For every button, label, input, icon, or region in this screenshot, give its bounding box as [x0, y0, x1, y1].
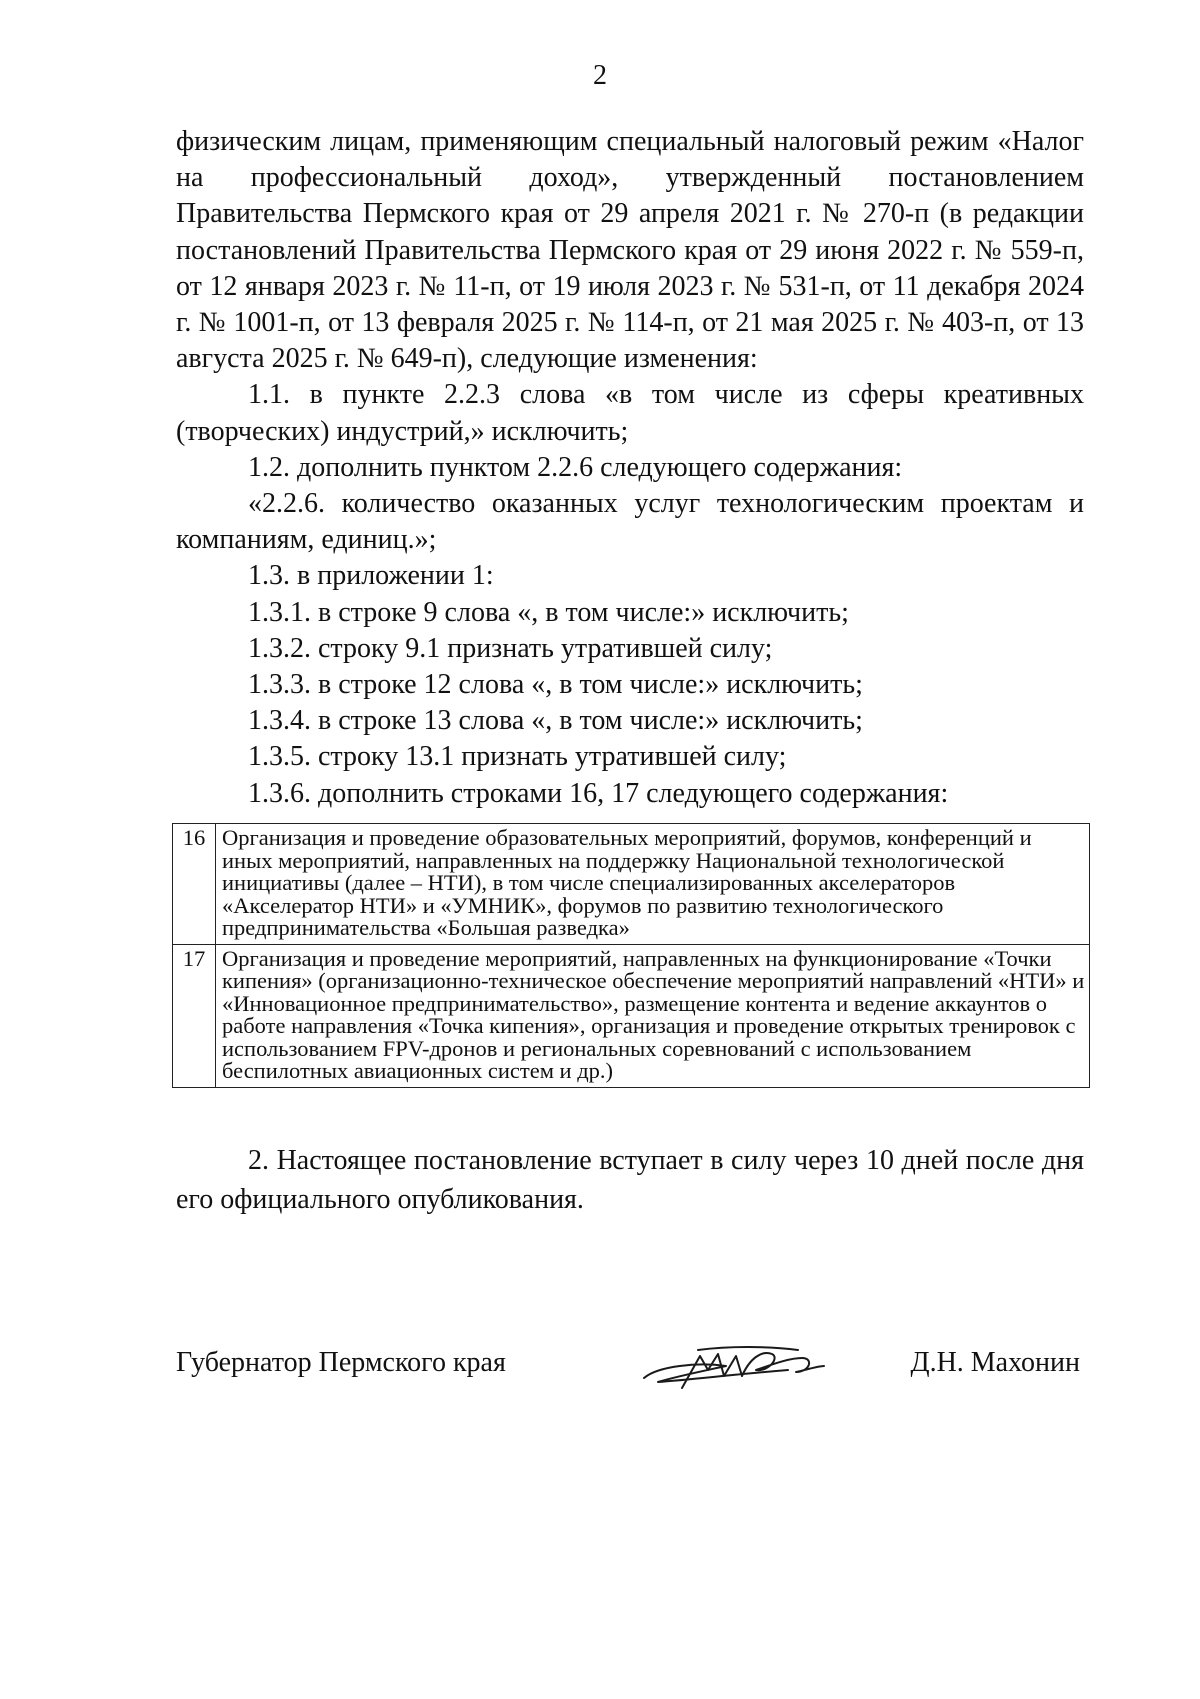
paragraph-2: 2. Настоящее постановление вступает в силу через 10 дней после дня его официального опубликования.	[176, 1145, 1084, 1215]
signatory-title: Губернатор Пермского края	[176, 1347, 506, 1378]
paragraph-1-3: 1.3. в приложении 1:	[248, 560, 494, 592]
closing-text	[176, 1141, 1084, 1219]
row-text: Организация и проведение мероприятий, направленных на функционирование «Точки кипения» (организационно-техническое обеспечение мероприятий направлений «НТИ» и «Инновационное предпринимательство», размещение контента и ведение аккаунтов о работе направления «Точка кипения», организация и проведение открытых тренировок с использованием FPV-дронов и региональных соревнований с использованием беспилотных авиационных систем и др.)	[216, 944, 1090, 1087]
paragraph-1-3-4: 1.3.4. в строке 13 слова «, в том числе:» исключить;	[248, 705, 863, 737]
signatory-name: Д.Н. Махонин	[910, 1347, 1080, 1378]
row-number: 16	[173, 824, 216, 945]
paragraph-1-2: 1.2. дополнить пунктом 2.2.6 следующего содержания:	[248, 451, 903, 483]
paragraph-1-3-6: 1.3.6. дополнить строками 16, 17 следующего содержания:	[248, 777, 949, 809]
paragraph-1-3-1: 1.3.1. в строке 9 слова «, в том числе:» исключить;	[248, 596, 849, 628]
table-row	[173, 944, 1090, 1087]
paragraph-1-3-5: 1.3.5. строку 13.1 признать утратившей силу;	[248, 741, 787, 773]
paragraph-1-3-2: 1.3.2. строку 9.1 признать утратившей силу;	[248, 632, 773, 664]
handwritten-signature	[638, 1336, 828, 1394]
paragraph-1-3-3: 1.3.3. в строке 12 слова «, в том числе:» исключить;	[248, 669, 863, 701]
row-text: Организация и проведение образовательных мероприятий, форумов, конференций и иных мероприятий, направленных на поддержку Национальной технологической инициативы (далее – НТИ), в том числе специализированных акселераторов «Акселератор НТИ» и «УМНИК», форумов по развитию технологического предпринимательства «Большая разведка»	[216, 824, 1090, 945]
paragraph-2-2-6: «2.2.6. количество оказанных услуг технологическим проектам и компаниям, единиц.»;	[176, 488, 1084, 556]
table-row	[173, 824, 1090, 945]
paragraph-intro: физическим лицам, применяющим специальный налоговый режим «Налог на профессиональный доход», утвержденный постановлением Правительства Пермского края от 29 апреля 2021 г. № 270-п (в редакции постановлений Правительства Пермского края от 29 июня 2022 г. № 559-п, от 12 января 2023 г. № 11-п, от 19 июля 2023 г. № 531-п, от 11 декабря 2024 г. № 1001-п, от 13 февраля 2025 г. № 114-п, от 21 мая 2025 г. № 403-п, от 13 августа 2025 г. № 649-п), следующие изменения:	[176, 126, 1084, 375]
row-number: 17	[173, 944, 216, 1087]
amendment-table	[172, 823, 1090, 1088]
page-number: 2	[593, 60, 607, 91]
body-text	[176, 124, 1084, 812]
paragraph-1-1: 1.1. в пункте 2.2.3 слова «в том числе из сферы креативных (творческих) индустрий,» исключить;	[176, 379, 1084, 447]
